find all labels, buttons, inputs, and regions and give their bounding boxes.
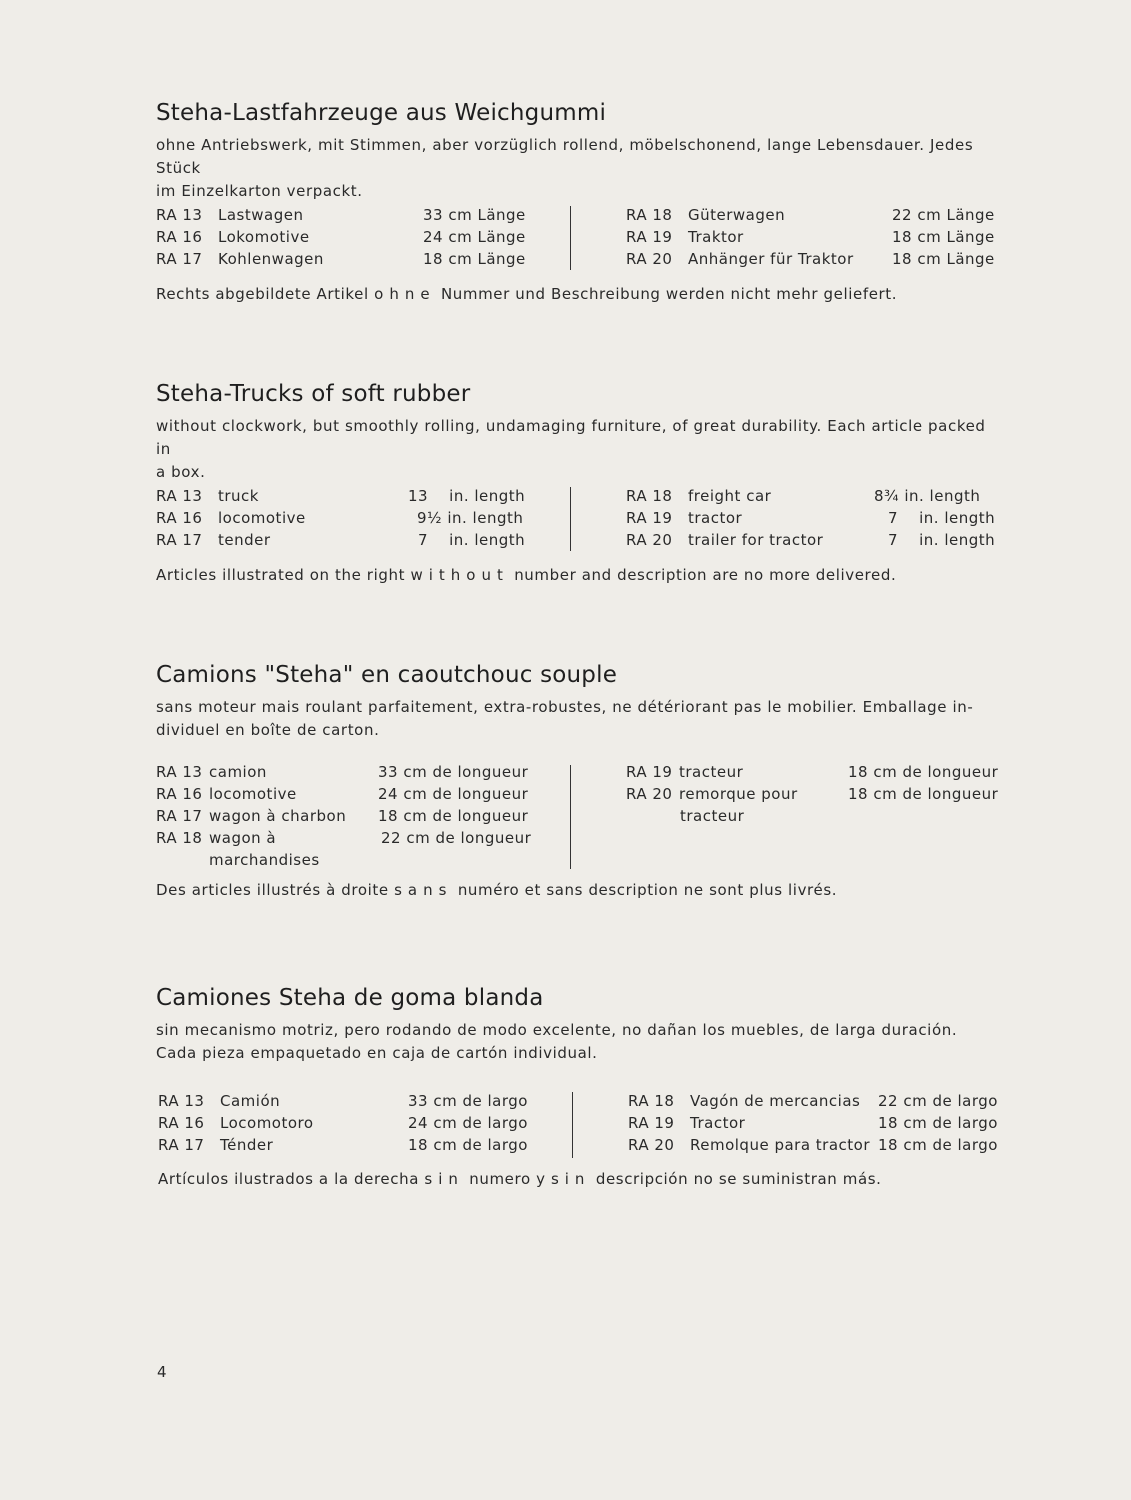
page-number: 4 [157, 1363, 167, 1381]
article-code: RA 19 [628, 1114, 675, 1132]
article-size: 13 in. length [408, 487, 526, 505]
article-code: RA 13 [158, 1092, 205, 1110]
description-line: without clockwork, but smoothly rolling, undamaging furniture, of great durability. Each article packed in [156, 417, 986, 458]
article-code: RA 20 [626, 785, 673, 803]
section-title: Steha-Trucks of soft rubber [156, 381, 471, 407]
article-size: 33 cm de largo [408, 1092, 528, 1110]
article-code: RA 17 [156, 531, 203, 549]
article-code: RA 18 [628, 1092, 675, 1110]
section-description [156, 134, 996, 203]
description-line: a box. [156, 463, 206, 481]
article-name: Kohlenwagen [218, 250, 324, 268]
article-code: RA 16 [156, 785, 203, 803]
article-code: RA 13 [156, 487, 203, 505]
article-size: 33 cm Länge [423, 206, 526, 224]
article-code: RA 18 [626, 487, 673, 505]
section-note [156, 881, 837, 899]
note-text: Articles illustrated on the right [156, 566, 406, 584]
article-name: locomotive [218, 509, 306, 527]
description-line: Cada pieza empaquetado en caja de cartón individual. [156, 1044, 598, 1062]
article-name: locomotive [209, 785, 297, 803]
note-text: number and description are no more delivered. [514, 566, 897, 584]
article-size: 18 cm de largo [878, 1136, 998, 1154]
article-code: RA 20 [628, 1136, 675, 1154]
note-emphasis: ohne [374, 285, 436, 303]
article-code: RA 17 [156, 250, 203, 268]
article-name: tracteur [679, 763, 744, 781]
article-size: 18 cm de largo [878, 1114, 998, 1132]
description-line: ohne Antriebswerk, mit Stimmen, aber vorzüglich rollend, möbelschonend, lange Lebensdauer. Jedes Stück [156, 136, 974, 177]
article-code: RA 13 [156, 206, 203, 224]
section-description [156, 696, 996, 742]
article-size: 18 cm de longueur [378, 807, 529, 825]
article-table [156, 485, 996, 555]
article-name: Lokomotive [218, 228, 310, 246]
section-title: Steha-Lastfahrzeuge aus Weichgummi [156, 100, 607, 126]
article-code: RA 19 [626, 763, 673, 781]
section-english [156, 381, 996, 596]
article-code: RA 17 [158, 1136, 205, 1154]
column-divider [570, 487, 571, 551]
article-code: RA 19 [626, 509, 673, 527]
article-name: Anhänger für Traktor [688, 250, 854, 268]
article-size: 7 in. length [888, 509, 996, 527]
note-emphasis: without [410, 566, 509, 584]
article-size: 9½ in. length [417, 509, 524, 527]
article-name: Remolque para tractor [690, 1136, 871, 1154]
column-divider [570, 765, 571, 869]
article-name: wagon à [209, 829, 277, 847]
note-text: numéro et sans description ne sont plus livrés. [457, 881, 838, 899]
article-code: RA 16 [158, 1114, 205, 1132]
description-line: sin mecanismo motriz, pero rodando de modo excelente, no dañan los muebles, de larga duración. [156, 1021, 958, 1039]
article-name: Traktor [688, 228, 744, 246]
article-name: Locomotoro [220, 1114, 314, 1132]
article-code: RA 18 [626, 206, 673, 224]
section-french [156, 662, 999, 912]
note-text: Rechts abgebildete Artikel [156, 285, 369, 303]
section-title: Camions "Steha" en caoutchouc souple [156, 662, 618, 688]
article-size: 22 cm de longueur [381, 829, 532, 847]
section-german [156, 100, 996, 315]
article-name: camion [209, 763, 267, 781]
article-size: 18 cm de largo [408, 1136, 528, 1154]
description-line: im Einzelkarton verpackt. [156, 182, 363, 200]
article-code: RA 20 [626, 531, 673, 549]
note-emphasis: sin [424, 1170, 464, 1188]
article-size: 8¾ in. length [874, 487, 981, 505]
article-code: RA 17 [156, 807, 203, 825]
article-code: RA 20 [626, 250, 673, 268]
article-size: 7 in. length [418, 531, 526, 549]
note-emphasis: sin [550, 1170, 591, 1188]
section-description [156, 1019, 996, 1065]
article-name: Ténder [220, 1136, 274, 1154]
note-emphasis: sans [394, 881, 453, 899]
article-name: tender [218, 531, 271, 549]
section-note [158, 1170, 882, 1188]
section-description [156, 415, 996, 484]
section-spanish [156, 985, 996, 1200]
article-name: freight car [688, 487, 772, 505]
article-name: wagon à charbon [209, 807, 347, 825]
article-name: Vagón de mercancias [690, 1092, 861, 1110]
article-size: 22 cm de largo [878, 1092, 998, 1110]
article-size: 24 cm de largo [408, 1114, 528, 1132]
section-note [156, 285, 897, 303]
article-code: RA 18 [156, 829, 203, 847]
article-name: trailer for tractor [688, 531, 824, 549]
article-name: Tractor [690, 1114, 746, 1132]
article-name: Lastwagen [218, 206, 304, 224]
article-size: 18 cm Länge [892, 228, 995, 246]
article-size: 7 in. length [888, 531, 996, 549]
note-text: numero y [469, 1170, 546, 1188]
article-code: RA 19 [626, 228, 673, 246]
article-size: 18 cm de longueur [848, 763, 999, 781]
article-name: tractor [688, 509, 743, 527]
article-table [156, 204, 996, 274]
section-title: Camiones Steha de goma blanda [156, 985, 544, 1011]
article-size: 33 cm de longueur [378, 763, 529, 781]
article-name: Camión [220, 1092, 281, 1110]
article-table [156, 761, 999, 871]
article-name-continued: tracteur [680, 807, 745, 825]
article-code: RA 16 [156, 509, 203, 527]
article-size: 24 cm Länge [423, 228, 526, 246]
description-line: dividuel en boîte de carton. [156, 721, 380, 739]
article-size: 24 cm de longueur [378, 785, 529, 803]
article-name: remorque pour [679, 785, 798, 803]
note-text: descripción no se suministran más. [595, 1170, 882, 1188]
note-text: Artículos ilustrados a la derecha [158, 1170, 419, 1188]
article-size: 18 cm Länge [423, 250, 526, 268]
description-line: sans moteur mais roulant parfaitement, extra-robustes, ne détériorant pas le mobilier. Emballage in- [156, 698, 974, 716]
column-divider [570, 206, 571, 270]
article-table [156, 1090, 996, 1160]
article-name-continued: marchandises [209, 851, 320, 869]
article-name: truck [218, 487, 259, 505]
article-size: 22 cm Länge [892, 206, 995, 224]
article-code: RA 13 [156, 763, 203, 781]
article-name: Güterwagen [688, 206, 786, 224]
article-code: RA 16 [156, 228, 203, 246]
article-size: 18 cm Länge [892, 250, 995, 268]
article-size: 18 cm de longueur [848, 785, 999, 803]
section-note [156, 566, 896, 584]
note-text: Des articles illustrés à droite [156, 881, 389, 899]
note-text: Nummer und Beschreibung werden nicht mehr geliefert. [440, 285, 898, 303]
column-divider [572, 1092, 573, 1158]
